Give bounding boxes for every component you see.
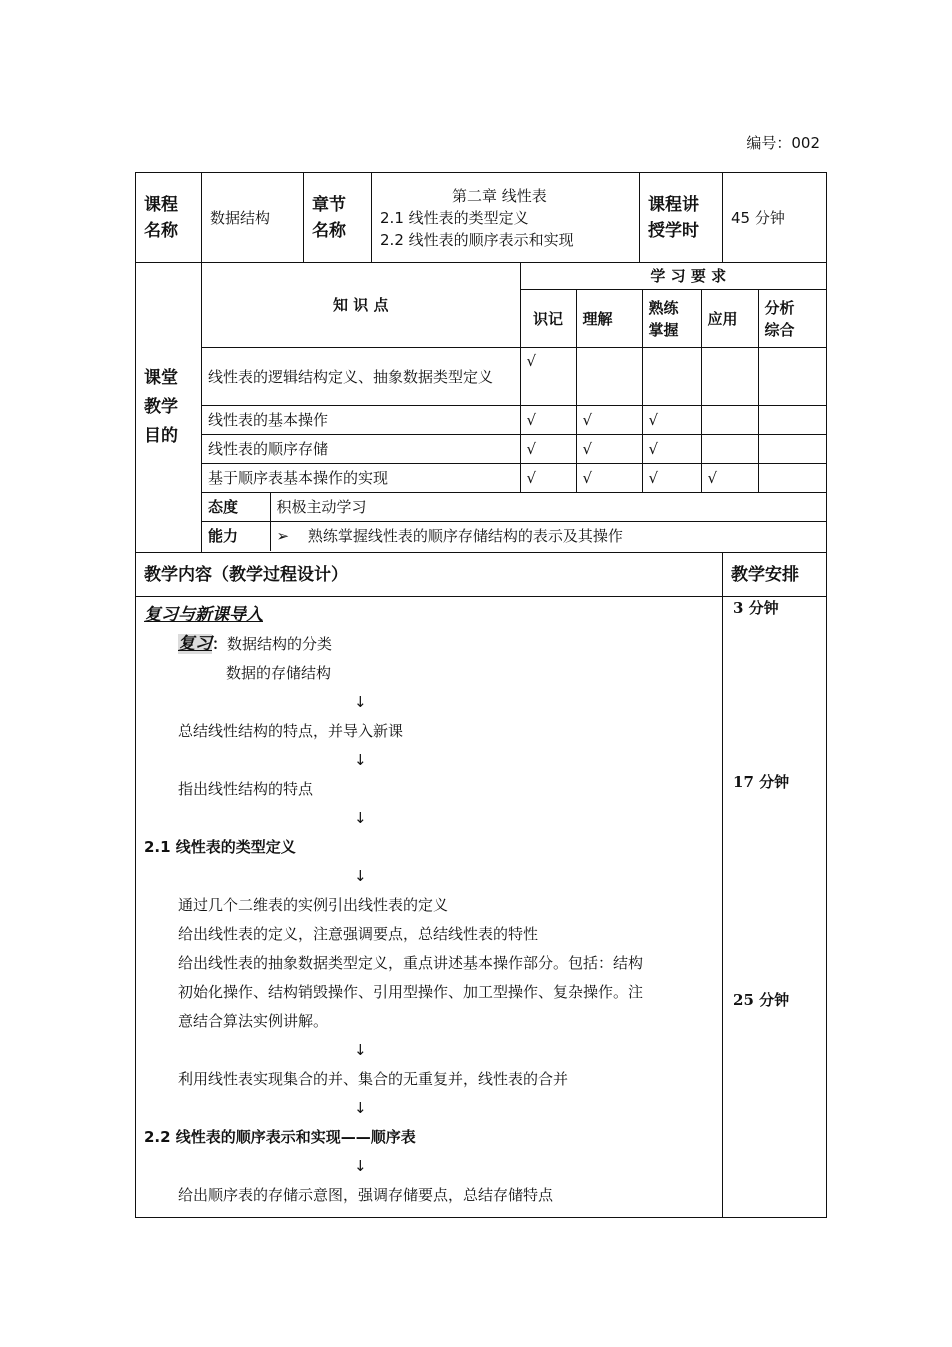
ability-cell [270,522,826,551]
knowledge-requirements-table [202,263,826,551]
course-name-label: 课程 名称 [136,173,202,263]
level-analyze: 分析 综合 [758,290,826,348]
ability-text: 熟练掌握线性表的顺序存储结构的表示及其操作 [307,527,623,546]
mark-2-1: √ [520,406,576,435]
knowledge-point-3: 线性表的顺序存储 [202,435,520,464]
chapter-name-label: 章节 名称 [304,173,372,263]
mark-1-2 [576,348,642,406]
mark-1-4 [701,348,758,406]
level-memorize: 识记 [520,290,576,348]
knowledge-point-header: 知 识 点 [202,263,520,348]
mark-2-4 [701,406,758,435]
mark-3-3: √ [642,435,701,464]
knowledge-point-4: 基于顺序表基本操作的实现 [202,464,520,493]
attitude-label: 态度 [202,493,270,522]
time-slot-2: 17 分钟 [733,773,790,791]
mark-4-2: √ [576,464,642,493]
paragraph-1: 通过几个二维表的实例引出线性表的定义 [178,896,449,914]
chapter-section-1: 2.1 线性表的类型定义 [380,208,529,227]
flow-arrow: ↓ [354,1157,367,1175]
review-label: 复习 [178,634,212,654]
mark-1-5 [758,348,826,406]
objectives-cell [202,263,827,553]
mark-3-1: √ [520,435,576,464]
lesson-plan-table [135,172,827,1218]
level-apply: 应用 [701,290,758,348]
chapter-section-2: 2.2 线性表的顺序表示和实现 [380,230,574,249]
mark-2-2: √ [576,406,642,435]
paragraph-3-line-3: 意结合算法实例讲解。 [178,1012,329,1030]
mark-4-3: √ [642,464,701,493]
mark-1-3 [642,348,701,406]
course-name-value: 数据结构 [202,173,304,263]
mark-4-4: √ [701,464,758,493]
flow-arrow: ↓ [354,809,367,827]
mark-1-1: √ [520,348,576,406]
time-slot-1: 3 分钟 [733,599,779,617]
attitude-text: 积极主动学习 [270,493,826,522]
review-item-1: 数据结构的分类 [227,635,333,653]
mark-3-2: √ [576,435,642,464]
lecture-hours-value: 45 分钟 [723,173,827,263]
mark-3-4 [701,435,758,464]
teaching-schedule-header: 教学安排 [723,553,827,597]
teaching-objectives-label: 课堂 教学 目的 [136,263,202,553]
flow-arrow: ↓ [354,1099,367,1117]
flow-arrow: ↓ [354,693,367,711]
chapter-name-cell [372,173,640,263]
mark-2-5 [758,406,826,435]
step-features: 指出线性结构的特点 [178,780,314,798]
flow-arrow: ↓ [354,1041,367,1059]
level-master: 熟练 掌握 [642,290,701,348]
section-2-2-title: 2.2 线性表的顺序表示和实现——顺序表 [144,1128,416,1146]
paragraph-3-line-2: 初始化操作、结构销毁操作、引用型操作、加工型操作、复杂操作。注 [178,983,644,1001]
section-2-1-title: 2.1 线性表的类型定义 [144,838,296,856]
paragraph-2: 给出线性表的定义，注意强调要点，总结线性表的特性 [178,925,539,943]
review-colon: ： [212,635,228,653]
knowledge-point-1: 线性表的逻辑结构定义、抽象数据类型定义 [202,348,520,406]
document-serial-number: 编号：002 [746,134,820,152]
paragraph-5: 给出顺序表的存储示意图，强调存储要点，总结存储特点 [178,1186,554,1204]
mark-2-3: √ [642,406,701,435]
mark-4-1: √ [520,464,576,493]
lecture-hours-label: 课程讲 授学时 [640,173,723,263]
paragraph-4: 利用线性表实现集合的并、集合的无重复并，线性表的合并 [178,1070,569,1088]
level-understand: 理解 [576,290,642,348]
mark-3-5 [758,435,826,464]
bullet-arrow-icon: ➢ [276,527,290,546]
review-section-title: 复习与新课导入 [144,605,263,625]
flow-arrow: ↓ [354,867,367,885]
step-summary: 总结线性结构的特点，并导入新课 [178,722,404,740]
time-slot-3: 25 分钟 [733,991,790,1009]
paragraph-3-line-1: 给出线性表的抽象数据类型定义，重点讲述基本操作部分。包括：结构 [178,954,644,972]
teaching-content-body [136,597,723,1218]
teaching-content-header: 教学内容（教学过程设计） [136,553,723,597]
ability-label: 能力 [202,522,270,551]
review-item-2: 数据的存储结构 [226,664,332,682]
mark-4-5 [758,464,826,493]
learning-requirements-header: 学 习 要 求 [520,263,826,290]
chapter-title: 第二章 线性表 [452,186,547,205]
teaching-schedule-body [723,597,827,1218]
knowledge-point-2: 线性表的基本操作 [202,406,520,435]
flow-arrow: ↓ [354,751,367,769]
